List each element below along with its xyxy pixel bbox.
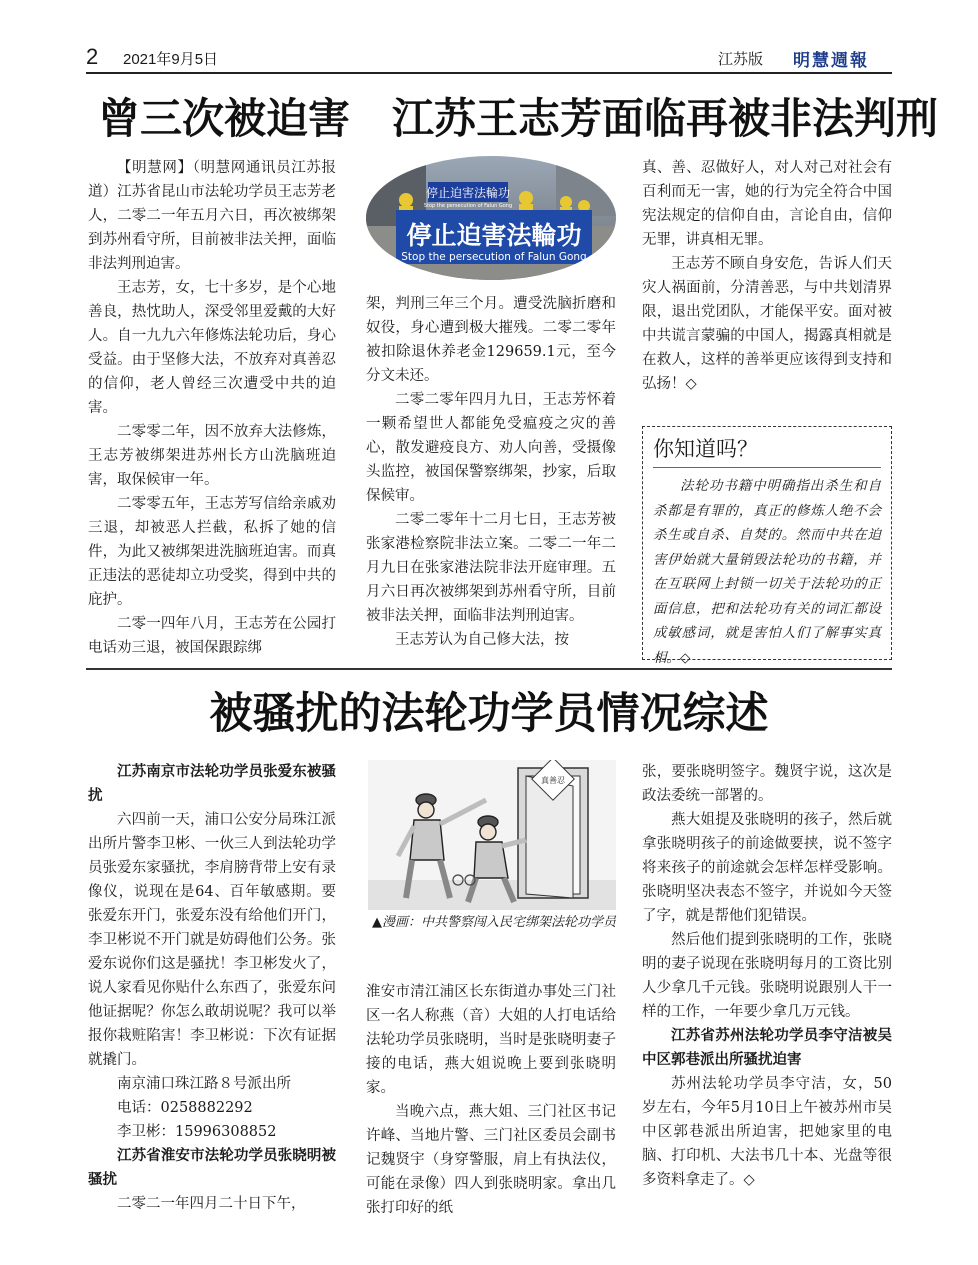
newspaper-logo: 明慧週報 (793, 51, 869, 71)
paragraph: 【明慧网】（明慧网通讯员江苏报道）江苏省昆山市法轮功学员王志芳老人，二零二一年五月六日，再次被绑架到苏州看守所，目前被非法关押，面临非法判刑迫害。 (88, 160, 336, 272)
phone-line: 电话：0258882292 (117, 1100, 253, 1116)
article1-column-2 (366, 292, 616, 652)
banner-top-text: 停止迫害法輪功 (425, 186, 511, 200)
banner-main-text: 停止迫害法輪功 (406, 221, 582, 250)
paragraph: 然后他们提到张晓明的工作，张晓明的妻子说现在张晓明每月的工资比别人少拿几千元钱。张晓明说跟别人干一样的工作，一年要少拿几万元钱。 (642, 932, 892, 1020)
paragraph: 王志芳，女，七十多岁，是个心地善良，热忱助人，深受邻里爱戴的大好人。自一九九六年修炼法轮功后，身心受益。由于坚修大法，不放弃对真善忍的信仰，老人曾经三次遭受中共的迫害。 (88, 280, 336, 416)
page-header (0, 0, 978, 76)
page-number: 2 (86, 44, 99, 69)
contact-line: 李卫彬：15996308852 (117, 1124, 277, 1140)
paragraph: 架，判刑三年三个月。遭受洗脑折磨和奴役，身心遭到极大摧残。二零二零年被扣除退休养老金129659.1元，至今分文未还。 (366, 296, 616, 384)
protest-photo-illustration (366, 156, 616, 280)
paragraph: 当晚六点，燕大姐、三门社区书记许峰、当地片警、三门社区委员会副书记魏贤宇（身穿警服，肩上有执法仪，可能在录像）四人到张晓明家。拿出几张打印好的纸 (366, 1104, 616, 1216)
sign-text: 真善忍 (541, 776, 565, 785)
header-divider (86, 72, 892, 74)
subheading: 江苏省淮安市法轮功学员张晓明被骚扰 (88, 1148, 336, 1188)
paragraph: 二零二一年四月二十日下午， (117, 1196, 306, 1212)
article2-headline: 被骚扰的法轮功学员情况综述 (209, 689, 769, 739)
did-you-know-title: 你知道吗？ (653, 431, 881, 468)
subheading: 江苏南京市法轮功学员张爱东被骚扰 (88, 764, 336, 804)
headline-part1: 曾三次被迫害 (98, 94, 351, 143)
address-line: 南京浦口珠江路８号派出所 (117, 1076, 291, 1092)
issue-date: 2021年9月5日 (123, 51, 219, 68)
banner-top-en: Stop the persecution of Falun Gong (423, 203, 513, 209)
paragraph: 二零二零年四月九日，王志芳怀着一颗希望世人都能免受瘟疫之灾的善心，散发避疫良方、劝人向善，受摄像头监控，被国保警察绑架，抄家，后取保候审。 (366, 392, 616, 504)
edition-label: 江苏版 (718, 51, 764, 68)
did-you-know-body: 法轮功书籍中明确指出杀生和自杀都是有罪的，真正的修炼人绝不会杀生或自杀、自焚的。然而中共在迫害伊始就大量销毁法轮功的书籍，并在互联网上封锁一切关于法轮功的正面信息，把和法轮功有关的词汇都设成敏感词，就是害怕人们了解事实真相。◇ (653, 478, 881, 666)
paragraph: 燕大姐提及张晓明的孩子，然后就拿张晓明孩子的前途做要挟，说不签字将来孩子的前途就会怎样怎样受影响。张晓明坚决表态不签字，并说如今天签了字，就是帮他们犯错误。 (642, 812, 892, 924)
article1-column-3 (642, 156, 892, 396)
article1-column-1 (88, 156, 336, 660)
paragraph: 二零零五年，王志芳写信给亲戚劝三退，却被恶人拦截，私拆了她的信件，为此又被绑架进洗脑班迫害。而真正违法的恶徒却立功受奖，得到中共的庇护。 (88, 496, 336, 608)
subheading: 江苏省苏州法轮功学员李守洁被吴中区郭巷派出所骚扰迫害 (642, 1028, 892, 1068)
banner-english-text: Stop the persecution of Falun Gong (401, 251, 587, 263)
paragraph: 二零零二年，因不放弃大法修炼，王志芳被绑架进苏州长方山洗脑班迫害，取保候审一年。 (88, 424, 336, 488)
article2-column-3 (642, 760, 892, 1192)
headline-part2: 江苏王志芳面临再被非法判刑 (392, 94, 939, 143)
paragraph: 六四前一天，浦口公安分局珠江派出所片警李卫彬、一伙三人到法轮功学员张爱东家骚扰，李肩膀背带上安有录像仪，说现在是64、百年敏感期。要张爱东开门，张爱东没有给他们开门，李卫彬说不开门就是妨碍他们公务。张爱东说你们这是骚扰！李卫彬发火了，说人家看见你贴什么东西了，张爱东问他证据呢？你怎么敢胡说呢？我可以举报你栽赃陷害！李卫彬说：下次有证据就撬门。 (88, 812, 336, 1068)
article1-headline (86, 88, 939, 150)
paragraph: 真、善、忍做好人，对人对己对社会有百利而无一害，她的行为完全符合中国宪法规定的信仰自由，言论自由，信仰无罪，讲真相无罪。 (642, 160, 892, 248)
paragraph: 张，要张晓明签字。魏贤宇说，这次是政法委统一部署的。 (642, 764, 892, 804)
article2-column-2 (366, 980, 616, 1220)
police-raid-cartoon (368, 760, 616, 910)
paragraph: 二零一四年八月，王志芳在公园打电话劝三退，被国保跟踪绑 (88, 616, 336, 656)
protest-photo (366, 156, 616, 280)
paragraph: 王志芳认为自己修大法，按 (395, 632, 569, 648)
paragraph: 王志芳不顾自身安危，告诉人们天灾人祸面前，分清善恶，与中共划清界限，退出党团队，才能保平安。面对被中共谎言蒙骗的中国人，揭露真相就是在救人，这样的善举更应该得到支持和弘扬！◇ (642, 256, 892, 392)
paragraph: 二零二零年十二月七日，王志芳被张家港检察院非法立案。二零二一年二月九日在张家港法院非法开庭审理。五月六日再次被绑架到苏州看守所，目前被非法关押，面临非法判刑迫害。 (366, 512, 616, 624)
cartoon-illustration (368, 760, 616, 910)
cartoon-caption: ▲漫画：中共警察闯入民宅绑架法轮功学员 (372, 915, 616, 930)
did-you-know-box (642, 426, 892, 666)
section-divider (86, 668, 892, 670)
paragraph: 苏州法轮功学员李守洁，女，50岁左右，今年5月10日上午被苏州市吴中区郭巷派出所迫害，把她家里的电脑、打印机、大法书几十本、光盘等很多资料拿走了。◇ (642, 1076, 892, 1188)
article2-column-1 (88, 760, 336, 1216)
paragraph: 淮安市清江浦区长东街道办事处三门社区一名人称燕（音）大姐的人打电话给法轮功学员张晓明，当时是张晓明妻子接的电话，燕大姐说晚上要到张晓明家。 (366, 984, 616, 1096)
